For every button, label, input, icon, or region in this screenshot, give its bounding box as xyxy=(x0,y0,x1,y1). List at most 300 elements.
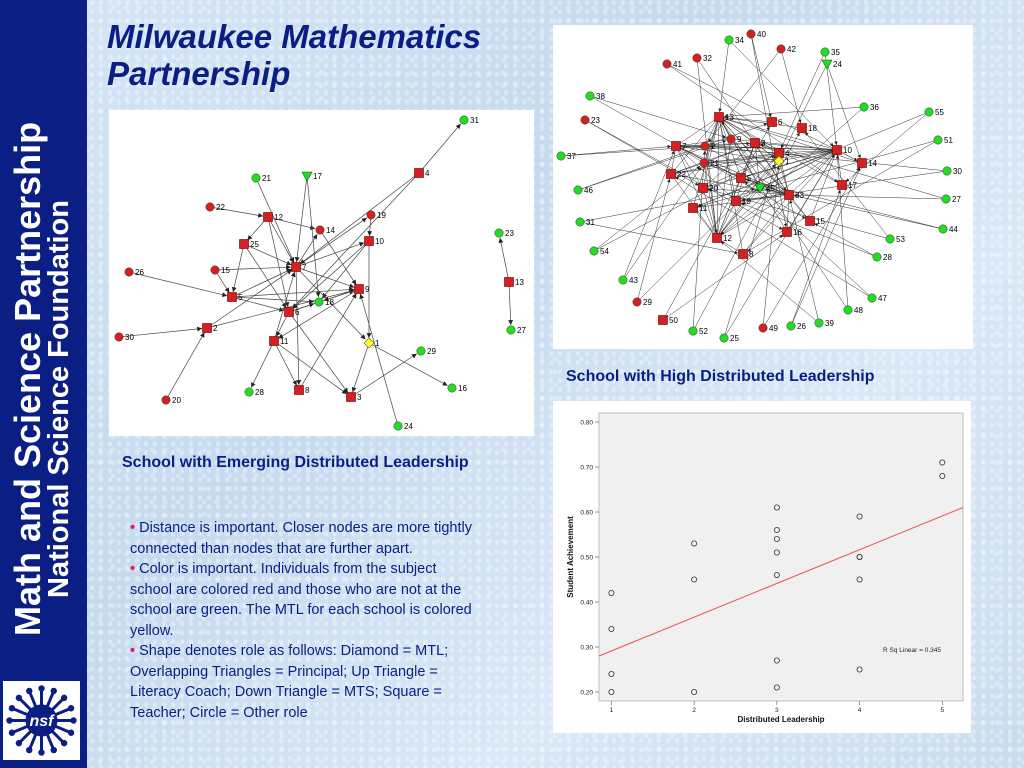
y-tick-label: 0.50 xyxy=(580,554,593,562)
network-node-shape xyxy=(448,384,456,392)
network-node-shape xyxy=(822,60,832,69)
network-node-label: 30 xyxy=(953,167,962,176)
network-node xyxy=(347,393,363,403)
network-node-label: 46 xyxy=(584,186,593,195)
network-node-label: 40 xyxy=(757,30,766,39)
network-node xyxy=(787,322,807,331)
network-node xyxy=(240,240,260,250)
network-node-shape xyxy=(942,195,950,203)
network-node-shape xyxy=(693,54,701,62)
network-node-label: 3 xyxy=(761,139,766,148)
network-node-shape xyxy=(292,263,301,272)
network-node-label: 11 xyxy=(699,204,708,213)
x-tick-label: 3 xyxy=(775,707,779,714)
network-node-label: 2 xyxy=(213,324,218,333)
network-node xyxy=(162,396,182,405)
network-node-label: 16 xyxy=(458,384,467,393)
network-edge xyxy=(297,176,307,262)
y-tick-label: 0.60 xyxy=(580,509,593,517)
network-node-label: 22 xyxy=(216,203,225,212)
network-node-shape xyxy=(659,316,668,325)
network-node-label: 13 xyxy=(515,278,524,287)
network-node-label: 25 xyxy=(730,334,739,343)
bullet-item: • Shape denotes role as follows: Diamond = MTL; Overlapping Triangles = Principal; Up Triangle = Literacy Coach; Down Triangle = MTS; Square = Teacher; Circle = Other role xyxy=(130,643,449,721)
network-node-shape xyxy=(302,172,312,181)
network-node-shape xyxy=(727,135,735,143)
network-node-shape xyxy=(720,334,728,342)
network-node xyxy=(507,326,527,335)
network-edge xyxy=(274,341,297,386)
network-node-shape xyxy=(316,226,324,234)
network-node-label: 44 xyxy=(949,225,958,234)
network-node-shape xyxy=(619,276,627,284)
network-node-label: 17 xyxy=(313,172,322,181)
network-node xyxy=(934,136,954,145)
network-node xyxy=(747,30,767,39)
nsf-logo-graphic xyxy=(3,681,80,760)
network-edge xyxy=(590,96,726,138)
network-edge xyxy=(708,49,781,142)
network-node xyxy=(115,333,135,342)
network-node-label: 24 xyxy=(833,60,842,69)
network-node-shape xyxy=(844,306,852,314)
network-node-shape xyxy=(886,235,894,243)
network-node xyxy=(245,388,265,397)
network-node xyxy=(868,294,888,303)
network-node xyxy=(798,124,818,134)
network-node-label: 25 xyxy=(250,240,259,249)
network-node-shape xyxy=(365,237,374,246)
network-high-svg xyxy=(553,25,973,349)
network-node xyxy=(732,197,752,207)
network-node xyxy=(394,422,414,431)
network-node-shape xyxy=(576,218,584,226)
network-node xyxy=(844,306,864,315)
network-edge xyxy=(360,294,398,426)
network-node-label: 54 xyxy=(600,247,609,256)
network-node-label: 51 xyxy=(944,136,953,145)
network-node-shape xyxy=(505,278,514,287)
network-node-label: 52 xyxy=(699,327,708,336)
network-node xyxy=(815,319,835,328)
network-node-label: 48 xyxy=(854,306,863,315)
network-node-label: 18 xyxy=(325,298,334,307)
network-edge xyxy=(561,143,750,156)
network-node-shape xyxy=(581,116,589,124)
network-node xyxy=(886,235,906,244)
network-node-label: 10 xyxy=(843,146,852,155)
network-diagram-emerging xyxy=(109,110,534,436)
network-edge xyxy=(274,341,347,394)
network-node xyxy=(495,229,515,238)
network-edge xyxy=(729,40,833,146)
network-node xyxy=(759,324,779,333)
network-node xyxy=(737,174,753,184)
network-node-shape xyxy=(557,152,565,160)
network-node-shape xyxy=(798,124,807,133)
network-node-shape xyxy=(245,388,253,396)
network-node xyxy=(292,263,308,273)
network-edge xyxy=(787,195,789,232)
plot-area xyxy=(599,413,963,701)
network-node-shape xyxy=(777,45,785,53)
network-node-shape xyxy=(417,347,425,355)
network-node-label: 34 xyxy=(735,36,744,45)
network-node xyxy=(576,218,596,227)
network-node-shape xyxy=(737,174,746,183)
network-node xyxy=(365,237,385,247)
network-node-label: 28 xyxy=(255,388,264,397)
network-edge xyxy=(232,297,314,302)
network-node-shape xyxy=(785,191,794,200)
network-node-label: 27 xyxy=(517,326,526,335)
network-node xyxy=(228,293,244,303)
network-node-shape xyxy=(821,48,829,56)
network-node-label: 9 xyxy=(365,285,370,294)
network-node-label: 26 xyxy=(797,322,806,331)
network-node xyxy=(619,276,639,285)
network-node-shape xyxy=(925,108,933,116)
network-node xyxy=(777,45,797,54)
network-node-shape xyxy=(663,60,671,68)
network-edge xyxy=(623,167,701,280)
network-node-shape xyxy=(228,293,237,302)
network-node xyxy=(751,139,767,149)
network-node xyxy=(448,384,468,393)
caption-emerging-leadership: School with Emerging Distributed Leadership xyxy=(122,454,469,471)
network-node xyxy=(699,184,719,194)
network-node xyxy=(806,217,826,227)
network-edge xyxy=(763,167,859,328)
network-node xyxy=(203,324,219,334)
y-tick-label: 0.40 xyxy=(580,599,593,607)
network-node-label: 14 xyxy=(326,226,335,235)
network-node-label: 15 xyxy=(816,217,825,226)
network-node xyxy=(125,268,145,277)
network-node-shape xyxy=(590,247,598,255)
network-node-label: 8 xyxy=(749,250,754,259)
network-edge xyxy=(724,107,864,117)
y-axis-label: Student Achievement xyxy=(566,516,575,598)
network-node-label: 10 xyxy=(375,237,384,246)
network-edge xyxy=(207,270,292,328)
network-node-shape xyxy=(858,159,867,168)
network-edge xyxy=(561,146,671,156)
network-node xyxy=(689,327,709,336)
network-node-shape xyxy=(162,396,170,404)
network-node xyxy=(672,142,688,152)
network-node-label: 39 xyxy=(825,319,834,328)
network-edge xyxy=(232,289,354,297)
x-tick-label: 4 xyxy=(857,707,862,714)
network-node-shape xyxy=(507,326,515,334)
network-node-label: 49 xyxy=(769,324,778,333)
network-node-label: 24 xyxy=(404,422,413,431)
network-node xyxy=(720,334,740,343)
network-node-shape xyxy=(768,118,777,127)
network-edge xyxy=(166,332,205,400)
network-node-shape xyxy=(838,181,847,190)
network-edge xyxy=(300,173,419,264)
network-node-shape xyxy=(364,338,374,348)
network-node-label: 15 xyxy=(221,266,230,275)
network-node-shape xyxy=(315,298,323,306)
network-node xyxy=(833,146,853,156)
network-node-label: 5 xyxy=(747,174,752,183)
network-node xyxy=(355,285,371,295)
sidebar-title: Math and Science Partnership xyxy=(7,121,48,636)
network-node-shape xyxy=(415,169,424,178)
network-node xyxy=(925,108,945,117)
network-node xyxy=(574,186,594,195)
network-node xyxy=(943,167,963,176)
network-node-label: 16 xyxy=(793,228,802,237)
x-tick-label: 2 xyxy=(692,707,696,714)
nsf-logo xyxy=(3,681,80,760)
network-node xyxy=(939,225,959,234)
network-node xyxy=(264,213,284,223)
network-node xyxy=(633,298,653,307)
network-node xyxy=(667,170,687,180)
network-node-label: 42 xyxy=(787,45,796,54)
network-node-label: 29 xyxy=(427,347,436,356)
network-edge xyxy=(837,155,848,310)
network-node-shape xyxy=(713,234,722,243)
network-node-shape xyxy=(495,229,503,237)
network-node-shape xyxy=(347,393,356,402)
x-tick-label: 1 xyxy=(609,707,614,714)
bullet-list xyxy=(130,518,480,723)
network-node xyxy=(713,234,733,244)
scatter-chart xyxy=(553,401,971,733)
network-node-label: 43 xyxy=(629,276,638,285)
network-node xyxy=(364,338,380,348)
network-node-shape xyxy=(211,266,219,274)
network-node xyxy=(505,278,525,288)
network-node xyxy=(663,60,683,69)
network-node-shape xyxy=(206,203,214,211)
network-node-label: 23 xyxy=(505,229,514,238)
network-edge xyxy=(307,176,319,297)
network-node-label: 47 xyxy=(878,294,887,303)
sidebar-text xyxy=(0,0,87,665)
caption-high-leadership: School with High Distributed Leadership xyxy=(566,368,875,385)
x-axis-label: Distributed Leadership xyxy=(737,715,825,724)
network-node-shape xyxy=(689,204,698,213)
network-node-label: 26 xyxy=(135,268,144,277)
network-node-shape xyxy=(240,240,249,249)
scatter-svg xyxy=(553,401,971,733)
network-node-label: 1 xyxy=(785,157,790,166)
network-node-label: 6 xyxy=(778,118,783,127)
network-emerging-svg xyxy=(109,110,534,436)
network-node-shape xyxy=(783,228,792,237)
network-node-label: 8 xyxy=(305,386,310,395)
network-node-label: 7 xyxy=(302,263,307,272)
network-node-shape xyxy=(203,324,212,333)
network-node-shape xyxy=(751,139,760,148)
network-node xyxy=(785,191,805,201)
network-node xyxy=(689,204,708,214)
network-node xyxy=(581,116,601,125)
network-node-label: 23 xyxy=(591,116,600,125)
network-node xyxy=(206,203,226,212)
network-diagram-high xyxy=(553,25,973,349)
network-node-shape xyxy=(934,136,942,144)
r-squared-annotation: R Sq Linear = 0.345 xyxy=(883,647,941,654)
network-node-shape xyxy=(699,184,708,193)
network-node-shape xyxy=(633,298,641,306)
network-node-label: 3 xyxy=(357,393,362,402)
network-node-label: 22 xyxy=(677,170,686,179)
network-node-label: 30 xyxy=(125,333,134,342)
network-edge xyxy=(671,150,837,174)
network-node-label: 7 xyxy=(682,142,687,151)
network-node xyxy=(302,172,322,181)
network-node xyxy=(460,116,480,125)
network-node-shape xyxy=(806,217,815,226)
network-edge xyxy=(268,217,294,263)
network-node xyxy=(783,228,803,238)
bullet-item: • Color is important. Individuals from the subject school are colored red and those who are not at the school are green. The MTL for each school is colored yellow. xyxy=(130,561,472,639)
network-node-label: 27 xyxy=(952,195,961,204)
network-node-label: 36 xyxy=(870,103,879,112)
network-node-label: 45 xyxy=(766,184,775,193)
network-node-shape xyxy=(732,197,741,206)
network-node xyxy=(316,226,336,235)
network-node-shape xyxy=(815,319,823,327)
network-node-shape xyxy=(739,250,748,259)
network-node-shape xyxy=(868,294,876,302)
network-node-shape xyxy=(860,103,868,111)
network-edge xyxy=(353,343,369,392)
network-edge xyxy=(781,52,825,148)
network-node-shape xyxy=(125,268,133,276)
network-node xyxy=(315,298,335,307)
network-node-shape xyxy=(295,386,304,395)
network-node-label: 53 xyxy=(896,235,905,244)
network-node-label: 9 xyxy=(737,135,742,144)
network-node-shape xyxy=(747,30,755,38)
bullet-item: • Distance is important. Closer nodes are more tightly connected than nodes that are further apart. xyxy=(130,520,472,557)
network-node-label: 1 xyxy=(375,339,380,348)
network-node xyxy=(725,36,745,45)
network-node xyxy=(715,113,735,123)
network-edge xyxy=(637,179,670,302)
network-node-shape xyxy=(667,170,676,179)
nsf-logo-text: nsf xyxy=(29,713,54,730)
network-node-shape xyxy=(715,113,724,122)
network-edge xyxy=(675,177,872,298)
y-tick-label: 0.70 xyxy=(580,464,593,472)
network-edge xyxy=(500,238,509,282)
network-node-label: 38 xyxy=(596,92,605,101)
network-node xyxy=(858,159,878,169)
x-tick-label: 5 xyxy=(940,707,945,714)
network-node-shape xyxy=(672,142,681,151)
network-edge xyxy=(251,341,274,388)
network-node xyxy=(873,253,893,262)
network-edge xyxy=(233,244,244,292)
network-edge xyxy=(580,189,755,222)
network-node-shape xyxy=(460,116,468,124)
network-node-shape xyxy=(689,327,697,335)
network-node-shape xyxy=(943,167,951,175)
network-node-label: 29 xyxy=(643,298,652,307)
network-node-shape xyxy=(355,285,364,294)
y-tick-label: 0.30 xyxy=(580,644,593,652)
network-node-label: 2 xyxy=(711,142,716,151)
network-node xyxy=(838,181,858,191)
network-node-label: 14 xyxy=(868,159,877,168)
network-node xyxy=(659,316,679,326)
network-node xyxy=(415,169,431,179)
y-tick-label: 0.80 xyxy=(580,419,593,427)
network-node xyxy=(211,266,231,275)
network-node-shape xyxy=(701,142,709,150)
network-node-label: 12 xyxy=(274,213,283,222)
network-node-shape xyxy=(270,337,279,346)
y-tick-label: 0.20 xyxy=(580,689,593,697)
network-node xyxy=(768,118,784,128)
network-node xyxy=(860,103,880,112)
network-node-shape xyxy=(367,211,375,219)
network-node-shape xyxy=(939,225,947,233)
network-node-label: 20 xyxy=(709,184,718,193)
network-node-label: 12 xyxy=(723,234,732,243)
network-node-shape xyxy=(787,322,795,330)
network-node-label: 5 xyxy=(238,293,243,302)
network-node-shape xyxy=(725,36,733,44)
network-edge xyxy=(703,188,717,238)
network-edge xyxy=(663,126,770,320)
network-node xyxy=(252,174,272,183)
network-node-shape xyxy=(574,186,582,194)
network-edge xyxy=(704,163,717,238)
network-node xyxy=(942,195,962,204)
network-node-shape xyxy=(252,174,260,182)
network-node-label: 31 xyxy=(586,218,595,227)
network-node xyxy=(270,337,289,347)
network-edge xyxy=(751,34,771,117)
network-node-label: 4 xyxy=(425,169,430,178)
network-node-shape xyxy=(115,333,123,341)
network-node-label: 50 xyxy=(669,316,678,325)
network-node-label: 18 xyxy=(808,124,817,133)
network-node-shape xyxy=(700,159,708,167)
network-node-label: 11 xyxy=(280,337,289,346)
network-node-label: 19 xyxy=(742,197,751,206)
network-node xyxy=(367,211,387,220)
network-node-label: 13 xyxy=(725,113,734,122)
network-node-label: 31 xyxy=(470,116,479,125)
network-edge xyxy=(419,124,461,173)
network-node xyxy=(590,247,610,256)
network-node xyxy=(557,152,577,161)
network-node-label: 19 xyxy=(377,211,386,220)
sidebar xyxy=(0,0,87,768)
network-node-label: 17 xyxy=(848,181,857,190)
network-node xyxy=(285,308,301,318)
network-node xyxy=(739,250,755,260)
network-node-shape xyxy=(394,422,402,430)
network-node xyxy=(821,48,841,57)
network-node-label: 37 xyxy=(567,152,576,161)
network-node-shape xyxy=(285,308,294,317)
network-node-shape xyxy=(833,146,842,155)
network-node-shape xyxy=(759,324,767,332)
network-node xyxy=(417,347,437,356)
